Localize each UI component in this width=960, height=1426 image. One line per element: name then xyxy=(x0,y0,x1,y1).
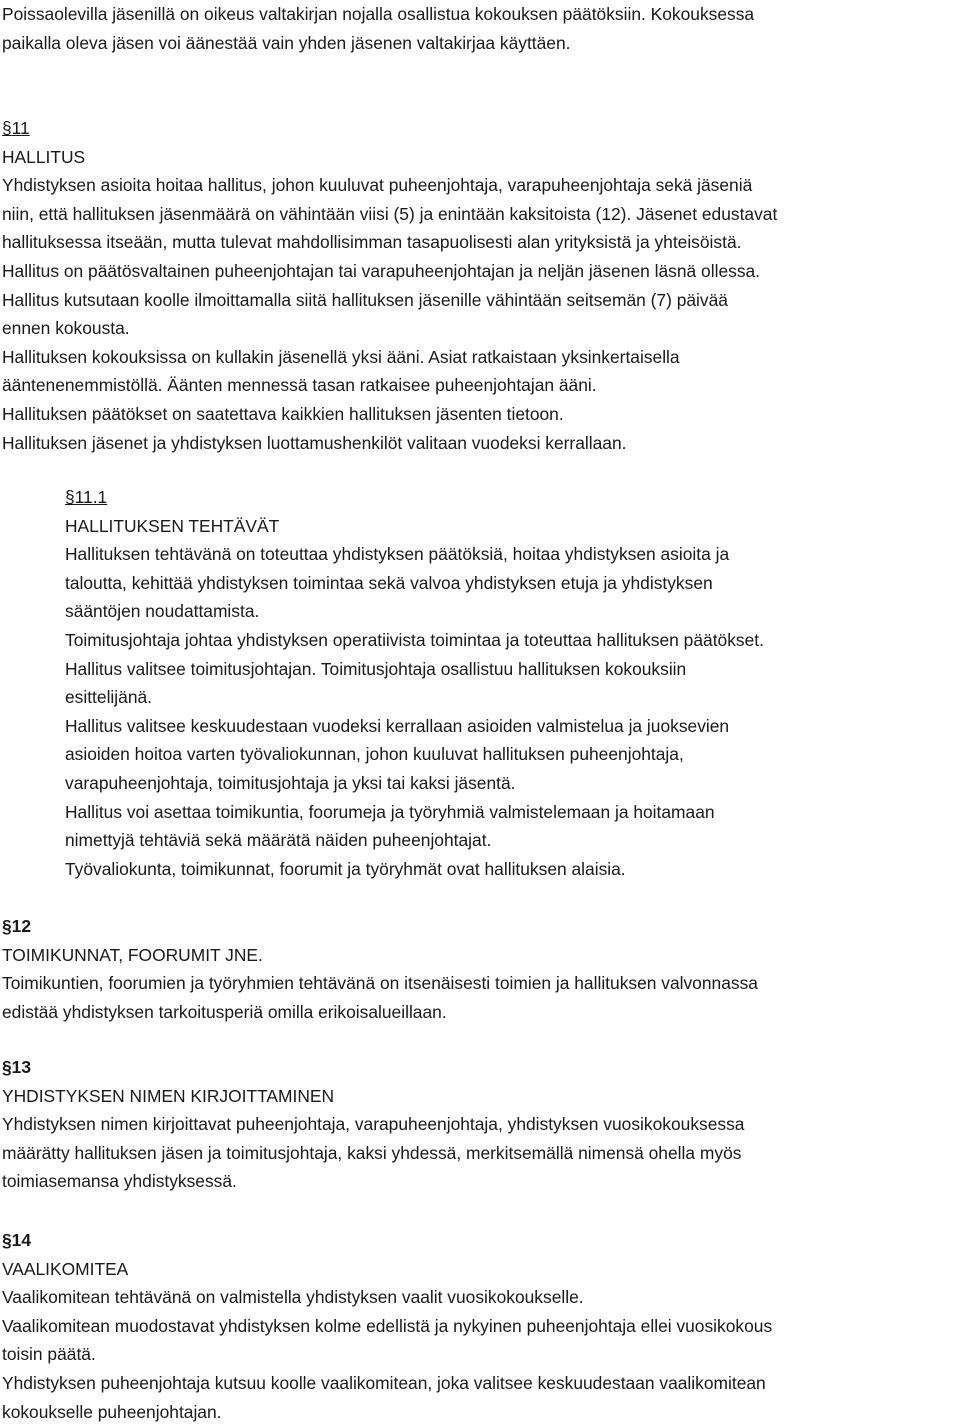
section-13-title: YHDISTYKSEN NIMEN KIRJOITTAMINEN xyxy=(2,1085,335,1106)
section-14-line: toisin päätä. xyxy=(2,1344,96,1365)
section-14-line: Vaalikomitean muodostavat yhdistyksen kolme edellistä ja nykyinen puheenjohtaja ellei vuosikokous xyxy=(2,1315,773,1336)
section-12-title: TOIMIKUNNAT, FOORUMIT JNE. xyxy=(2,944,263,965)
section-11-line: ääntenenemmistöllä. Äänten mennessä tasan ratkaisee puheenjohtajan ääni. xyxy=(2,375,597,396)
section-14 xyxy=(2,1226,958,1426)
section-13-number: §13 xyxy=(2,1057,32,1077)
section-13 xyxy=(2,1053,958,1196)
section-11-1-line: Hallitus valitsee keskuudestaan vuodeksi kerrallaan asioiden valmistelua ja juoksevien xyxy=(65,715,730,736)
section-11-1-line: Toimitusjohtaja johtaa yhdistyksen operatiivista toimintaa ja toteuttaa hallituksen päätökset. xyxy=(65,629,764,650)
section-11-line: ennen kokousta. xyxy=(2,318,130,339)
section-11-line: Hallituksen päätökset on saatettava kaikkien hallituksen jäsenten tietoon. xyxy=(2,403,564,424)
section-13-line: toimiasemansa yhdistyksessä. xyxy=(2,1171,237,1192)
section-11-line: Hallitus on päätösvaltainen puheenjohtajan tai varapuheenjohtajan ja neljän jäsenen läsnä ollessa. xyxy=(2,260,761,281)
section-11-1-number: §11.1 xyxy=(65,487,108,507)
section-11-1-title: HALLITUKSEN TEHTÄVÄT xyxy=(65,515,280,536)
section-11-1-line: Työvaliokunta, toimikunnat, foorumit ja työryhmät ovat hallituksen alaisia. xyxy=(65,858,626,879)
section-14-line: Vaalikomitean tehtävänä on valmistella yhdistyksen vaalit vuosikokoukselle. xyxy=(2,1287,584,1308)
section-11-line: Hallituksen jäsenet ja yhdistyksen luottamushenkilöt valitaan vuodeksi kerrallaan. xyxy=(2,432,627,453)
section-11-1-line: varapuheenjohtaja, toimitusjohtaja ja yksi tai kaksi jäsentä. xyxy=(65,772,516,793)
section-14-title: VAALIKOMITEA xyxy=(2,1258,129,1279)
section-11-line: Yhdistyksen asioita hoitaa hallitus, johon kuuluvat puheenjohtaja, varapuheenjohtaja sekä jäseniä xyxy=(2,175,753,196)
section-12-line: Toimikuntien, foorumien ja työryhmien tehtävänä on itsenäisesti toimien ja hallituksen valvonnassa xyxy=(2,973,758,994)
section-13-line: määrätty hallituksen jäsen ja toimitusjohtaja, kaksi yhdessä, merkitsemällä nimensä ohella myös xyxy=(2,1142,742,1163)
section-12-number: §12 xyxy=(2,916,32,936)
section-11-line: niin, että hallituksen jäsenmäärä on vähintään viisi (5) ja enintään kaksitoista (12). Jäsenet edustavat xyxy=(2,203,778,224)
section-11-1-line: esittelijänä. xyxy=(65,687,153,708)
section-11-line: Hallituksen kokouksissa on kullakin jäsenellä yksi ääni. Asiat ratkaistaan yksinkertaisella xyxy=(2,346,680,367)
section-11-1 xyxy=(65,483,958,883)
intro-paragraph xyxy=(2,0,958,57)
section-11-1-line: sääntöjen noudattamista. xyxy=(65,601,260,622)
section-11-1-line: nimettyjä tehtäviä sekä määrätä näiden puheenjohtajat. xyxy=(65,830,492,851)
intro-line: Poissaolevilla jäsenillä on oikeus valtakirjan nojalla osallistua kokouksen päätöksiin. Kokouksessa xyxy=(2,4,755,24)
section-11-number: §11 xyxy=(2,118,30,138)
intro-line: paikalla oleva jäsen voi äänestää vain yhden jäsenen valtakirjaa käyttäen. xyxy=(2,32,571,53)
section-11-1-line: Hallitus voi asettaa toimikuntia, foorumeja ja työryhmiä valmistelemaan ja hoitamaan xyxy=(65,801,715,822)
section-11-1-line: Hallituksen tehtävänä on toteuttaa yhdistyksen päätöksiä, hoitaa yhdistyksen asioita ja xyxy=(65,544,730,565)
section-11-line: hallituksessa itseään, mutta tulevat mahdollisimman tasapuolisesti alan yrityksistä ja yhteisöistä. xyxy=(2,232,742,253)
section-11 xyxy=(2,114,958,457)
section-11-title: HALLITUS xyxy=(2,146,86,167)
section-11-1-line: taloutta, kehittää yhdistyksen toimintaa sekä valvoa yhdistyksen etuja ja yhdistyksen xyxy=(65,572,713,593)
section-14-line: kokoukselle puheenjohtajan. xyxy=(2,1401,222,1422)
section-12 xyxy=(2,912,958,1026)
section-11-1-line: Hallitus valitsee toimitusjohtajan. Toimitusjohtaja osallistuu hallituksen kokouksiin xyxy=(65,658,687,679)
section-13-line: Yhdistyksen nimen kirjoittavat puheenjohtaja, varapuheenjohtaja, yhdistyksen vuosikokouksessa xyxy=(2,1114,745,1135)
section-14-line: Yhdistyksen puheenjohtaja kutsuu koolle vaalikomitean, joka valitsee keskuudestaan vaalikomitean xyxy=(2,1372,766,1393)
section-11-line: Hallitus kutsutaan koolle ilmoittamalla siitä hallituksen jäsenille vähintään seitsemän (7) päivää xyxy=(2,289,728,310)
section-12-line: edistää yhdistyksen tarkoitusperiä omilla erikoisalueillaan. xyxy=(2,1001,447,1022)
section-14-number: §14 xyxy=(2,1230,32,1250)
section-11-1-line: asioiden hoitoa varten työvaliokunnan, johon kuuluvat hallituksen puheenjohtaja, xyxy=(65,744,684,765)
